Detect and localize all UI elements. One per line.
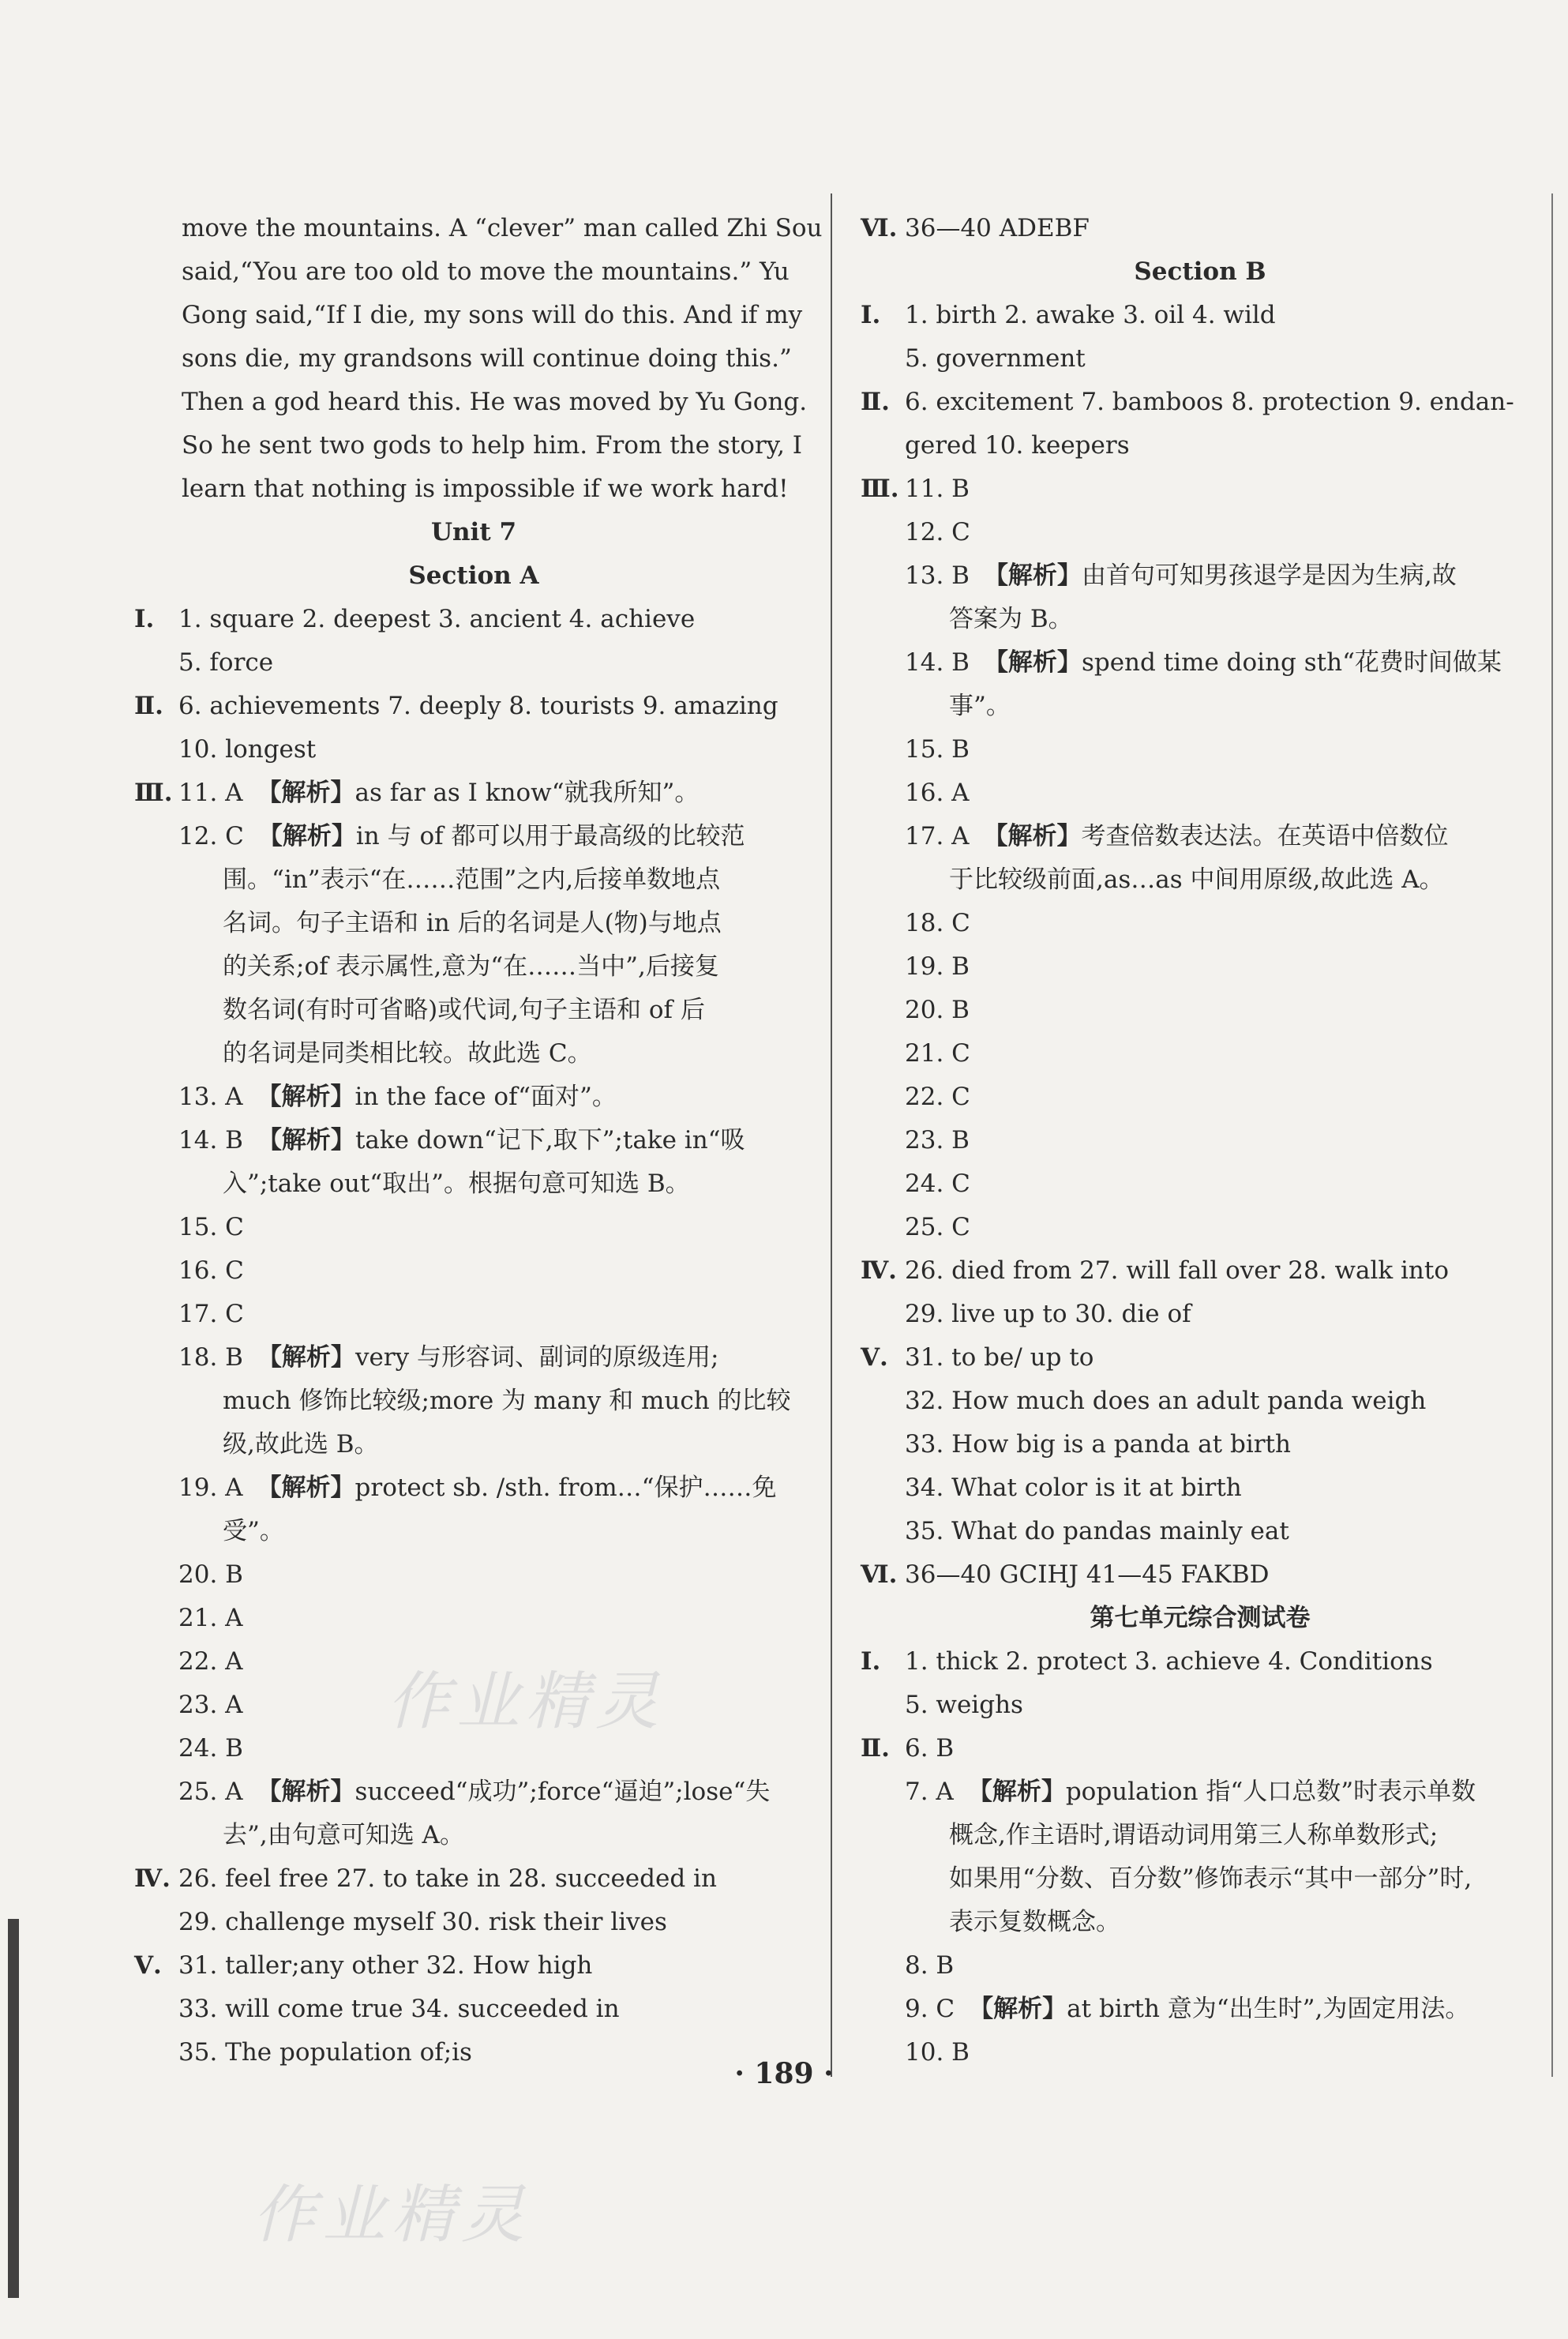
explanation-text: very 与形容词、副词的原级连用; (354, 1343, 719, 1372)
answer-text: 35. What do pandas mainly eat (905, 1517, 1289, 1545)
right-margin-rule (1551, 193, 1553, 2077)
answer-text: 36—40 ADEBF (905, 214, 1090, 242)
answer-line (861, 467, 1540, 511)
answer-line (134, 1988, 813, 2031)
answer-line (861, 641, 1540, 685)
analysis-tag: 【解析】 (257, 1343, 355, 1372)
answer-text: 13. B (905, 561, 970, 590)
answer-line (134, 945, 813, 989)
unit-title: Unit 7 (430, 518, 517, 546)
section-numeral: Ⅱ. (861, 1734, 890, 1763)
answer-text: 19. B (905, 952, 970, 981)
section-numeral: Ⅲ. (134, 779, 173, 807)
left-answer-list (134, 598, 813, 2074)
right-answer-list (861, 207, 1540, 2074)
answer-line (861, 381, 1540, 424)
answer-line (861, 1076, 1540, 1119)
answer-line (134, 1466, 813, 1510)
section-title: Section A (408, 561, 539, 590)
answer-text: 5. weighs (905, 1691, 1023, 1719)
explanation-continued: 于比较级前面,as…as 中间用原级,故此选 A。 (949, 865, 1444, 894)
answer-text: 29. challenge myself 30. risk their lives (178, 1908, 667, 1936)
answer-line (861, 989, 1540, 1032)
analysis-tag: 【解析】 (983, 561, 1082, 590)
answer-line (134, 858, 813, 902)
answer-line (134, 1770, 813, 1814)
explanation-continued: 受”。 (223, 1517, 284, 1545)
answer-text: 7. A (905, 1778, 954, 1806)
answer-line (861, 1814, 1540, 1857)
explanation-continued: 入”;take out“取出”。根据句意可知选 B。 (223, 1170, 690, 1198)
analysis-tag: 【解析】 (257, 1474, 355, 1502)
explanation-text: take down“记下,取下”;take in“吸 (354, 1126, 745, 1154)
analysis-tag: 【解析】 (969, 1995, 1067, 2023)
answer-line (861, 1988, 1540, 2031)
section-numeral: Ⅲ. (861, 475, 899, 503)
answer-text: 16. A (905, 779, 970, 807)
answer-text: 19. A (178, 1474, 243, 1502)
answer-line (861, 337, 1540, 381)
explanation-continued: 围。“in”表示“在……范围”之内,后接单数地点 (223, 865, 721, 894)
answer-line (134, 1944, 813, 1988)
explanation-continued: much 修饰比较级;more 为 many 和 much 的比较 (223, 1387, 791, 1415)
answer-line (861, 1944, 1540, 1988)
answer-text: 22. A (178, 1647, 243, 1676)
answer-line (861, 1770, 1540, 1814)
paragraph-line: Then a god heard this. He was moved by Yu Gong. (182, 388, 808, 416)
answer-line (134, 1510, 813, 1553)
answer-text: 11. B (905, 475, 970, 503)
explanation-text: 由首句可知男孩退学是因为生病,故 (1081, 561, 1457, 590)
answer-line (861, 1336, 1540, 1380)
answer-text: 14. B (178, 1126, 243, 1154)
answer-line (861, 598, 1540, 641)
paragraph-line: learn that nothing is impossible if we work hard! (182, 475, 789, 503)
answer-line (134, 1423, 813, 1466)
answer-text: 11. A (178, 779, 243, 807)
answer-text: 23. B (905, 1126, 970, 1154)
answer-text: 22. C (905, 1083, 970, 1111)
answer-text: 8. B (905, 1951, 955, 1980)
answer-line (861, 207, 1540, 250)
watermark-text: 作业精灵 (253, 2178, 531, 2251)
explanation-text: spend time doing sth“花费时间做某 (1081, 648, 1502, 677)
paragraph-line: said,“You are too old to move the mountains.” Yu (182, 257, 790, 286)
scan-shadow-edge (8, 1919, 19, 2298)
explanation-text: population 指“人口总数”时表示单数 (1065, 1778, 1476, 1806)
answer-line (134, 1814, 813, 1857)
paragraph-line: Gong said,“If I die, my sons will do this. And if my (182, 301, 803, 329)
answer-line (861, 424, 1540, 467)
explanation-continued: 名词。句子主语和 in 后的名词是人(物)与地点 (223, 909, 722, 937)
explanation-continued: 的名词是同类相比较。故此选 C。 (223, 1039, 592, 1068)
section-numeral: Ⅰ. (861, 1647, 881, 1676)
answer-line (134, 1119, 813, 1162)
answer-line (861, 945, 1540, 989)
analysis-tag: 【解析】 (257, 1778, 355, 1806)
answer-text: 23. A (178, 1691, 243, 1719)
paragraph-line: sons die, my grandsons will continue doing this.” (182, 344, 792, 373)
explanation-text: as far as I know“就我所知”。 (354, 779, 700, 807)
answer-text: 21. A (178, 1604, 243, 1632)
paragraph-line: So he sent two gods to help him. From the story, I (182, 431, 803, 460)
section-heading: Section B (1134, 257, 1266, 286)
explanation-continued: 答案为 B。 (949, 605, 1073, 633)
answer-text: gered 10. keepers (905, 431, 1130, 460)
answer-text: 24. C (905, 1170, 970, 1198)
answer-line (134, 1293, 813, 1336)
answer-line (861, 1901, 1540, 1944)
explanation-continued: 的关系;of 表示属性,意为“在……当中”,后接复 (223, 952, 719, 981)
answer-text: 26. feel free 27. to take in 28. succeeded in (178, 1864, 717, 1893)
intro-paragraph (134, 207, 823, 511)
answer-line (861, 728, 1540, 772)
answer-line (134, 641, 813, 685)
answer-line (861, 1380, 1540, 1423)
section-numeral: Ⅵ. (861, 1560, 898, 1589)
answer-text: 1. birth 2. awake 3. oil 4. wild (905, 301, 1276, 329)
page-number: · 189 · (734, 2057, 834, 2090)
explanation-continued: 去”,由句意可知选 A。 (223, 1821, 464, 1849)
explanation-text: in the face of“面对”。 (354, 1083, 617, 1111)
section-numeral: Ⅰ. (861, 301, 881, 329)
section-numeral: Ⅰ. (134, 605, 155, 633)
answer-line (134, 1249, 813, 1293)
answer-text: 13. A (178, 1083, 243, 1111)
answer-text: 35. The population of;is (178, 2038, 472, 2067)
answer-text: 5. government (905, 344, 1086, 373)
answer-line (861, 1119, 1540, 1162)
analysis-tag: 【解析】 (257, 779, 355, 807)
section-numeral: Ⅳ. (134, 1864, 171, 1893)
answer-line (861, 294, 1540, 337)
answer-text: 15. B (905, 735, 970, 764)
analysis-tag: 【解析】 (257, 1126, 355, 1154)
answer-line (134, 1597, 813, 1640)
answer-line (861, 1857, 1540, 1901)
answer-text: 31. taller;any other 32. How high (178, 1951, 593, 1980)
answer-line (861, 1423, 1540, 1466)
explanation-continued: 如果用“分数、百分数”修饰表示“其中一部分”时, (949, 1864, 1472, 1893)
column-divider (831, 193, 832, 2077)
answer-line (861, 1032, 1540, 1076)
answer-line (861, 1727, 1540, 1770)
explanation-text: at birth 意为“出生时”,为固定用法。 (1067, 1995, 1470, 2023)
answer-line (134, 685, 813, 728)
answer-line (861, 1640, 1540, 1684)
answer-line (134, 1380, 813, 1423)
answer-line (134, 989, 813, 1032)
answer-text: 5. force (178, 648, 274, 677)
answer-text: 17. C (178, 1300, 244, 1328)
answer-line (861, 815, 1540, 858)
answer-text: 36—40 GCIHJ 41—45 FAKBD (905, 1560, 1270, 1589)
answer-line (861, 902, 1540, 945)
answer-text: 21. C (905, 1039, 970, 1068)
answer-text: 15. C (178, 1213, 244, 1241)
answer-text: 18. B (178, 1343, 243, 1372)
answer-text: 25. A (178, 1778, 243, 1806)
answer-text: 6. B (905, 1734, 955, 1763)
answer-line (861, 554, 1540, 598)
answer-line (134, 728, 813, 772)
explanation-continued: 表示复数概念。 (949, 1908, 1120, 1936)
answer-text: 20. B (178, 1560, 243, 1589)
answer-text: 26. died from 27. will fall over 28. walk into (905, 1256, 1450, 1285)
section-numeral: Ⅱ. (861, 388, 890, 416)
explanation-text: protect sb. /sth. from…“保护……免 (354, 1474, 777, 1502)
answer-line (861, 1249, 1540, 1293)
section-numeral: Ⅳ. (861, 1256, 897, 1285)
answer-line (861, 1162, 1540, 1206)
paragraph-line: move the mountains. A “clever” man called Zhi Sou (182, 214, 823, 242)
answer-line (134, 1901, 813, 1944)
answer-text: 1. square 2. deepest 3. ancient 4. achieve (178, 605, 696, 633)
watermark-text: 作业精灵 (387, 1665, 665, 1738)
answer-text: 10. B (905, 2038, 970, 2067)
explanation-continued: 级,故此选 B。 (223, 1430, 379, 1459)
answer-text: 12. C (178, 822, 244, 850)
answer-line (134, 1162, 813, 1206)
analysis-tag: 【解析】 (983, 822, 1082, 850)
analysis-tag: 【解析】 (257, 822, 356, 850)
section-heading: 第七单元综合测试卷 (1090, 1604, 1311, 1632)
answer-line (134, 1206, 813, 1249)
explanation-text: in 与 of 都可以用于最高级的比较范 (355, 822, 745, 850)
left-column (134, 207, 823, 2074)
answer-line (861, 511, 1540, 554)
answer-line (861, 1510, 1540, 1553)
answer-line (861, 1684, 1540, 1727)
section-numeral: Ⅴ. (134, 1951, 162, 1980)
answer-text: 16. C (178, 1256, 244, 1285)
answer-text: 33. How big is a panda at birth (905, 1430, 1291, 1459)
answer-text: 17. A (905, 822, 970, 850)
answer-line (861, 1206, 1540, 1249)
answer-text: 10. longest (178, 735, 317, 764)
section-numeral: Ⅱ. (134, 692, 163, 720)
section-numeral: Ⅵ. (861, 214, 898, 242)
answer-text: 9. C (905, 1995, 955, 2023)
answer-text: 34. What color is it at birth (905, 1474, 1242, 1502)
analysis-tag: 【解析】 (967, 1778, 1066, 1806)
explanation-continued: 事”。 (949, 692, 1011, 720)
answer-line (134, 1553, 813, 1597)
answer-text: 6. excitement 7. bamboos 8. protection 9. endan- (905, 388, 1514, 416)
answer-text: 6. achievements 7. deeply 8. tourists 9. amazing (178, 692, 778, 720)
answer-line (134, 772, 813, 815)
right-column (861, 207, 1540, 2074)
answer-line (861, 772, 1540, 815)
answer-line (134, 1857, 813, 1901)
answer-line (134, 815, 813, 858)
answer-line (134, 1076, 813, 1119)
analysis-tag: 【解析】 (257, 1083, 355, 1111)
answer-text: 33. will come true 34. succeeded in (178, 1995, 620, 2023)
answer-line (861, 858, 1540, 902)
explanation-text: 考查倍数表达法。在英语中倍数位 (1081, 822, 1449, 850)
answer-text: 18. C (905, 909, 970, 937)
answer-line (861, 1553, 1540, 1597)
explanation-continued: 概念,作主语时,谓语动词用第三人称单数形式; (949, 1821, 1439, 1849)
answer-line (134, 1336, 813, 1380)
answer-line (134, 902, 813, 945)
section-numeral: Ⅴ. (861, 1343, 888, 1372)
explanation-continued: 数名词(有时可省略)或代词,句子主语和 of 后 (223, 996, 705, 1024)
answer-line (134, 1032, 813, 1076)
answer-text: 24. B (178, 1734, 243, 1763)
answer-line (861, 1466, 1540, 1510)
answer-text: 29. live up to 30. die of (905, 1300, 1191, 1328)
answer-text: 1. thick 2. protect 3. achieve 4. Conditions (905, 1647, 1433, 1676)
explanation-text: succeed“成功”;force“逼迫”;lose“失 (354, 1778, 771, 1806)
answer-line (134, 598, 813, 641)
answer-text: 32. How much does an adult panda weigh (905, 1387, 1427, 1415)
analysis-tag: 【解析】 (983, 648, 1082, 677)
answer-text: 20. B (905, 996, 970, 1024)
answer-line (861, 685, 1540, 728)
answer-text: 31. to be/ up to (905, 1343, 1094, 1372)
answer-text: 12. C (905, 518, 970, 546)
answer-text: 14. B (905, 648, 970, 677)
answer-text: 25. C (905, 1213, 970, 1241)
answer-line (861, 1293, 1540, 1336)
